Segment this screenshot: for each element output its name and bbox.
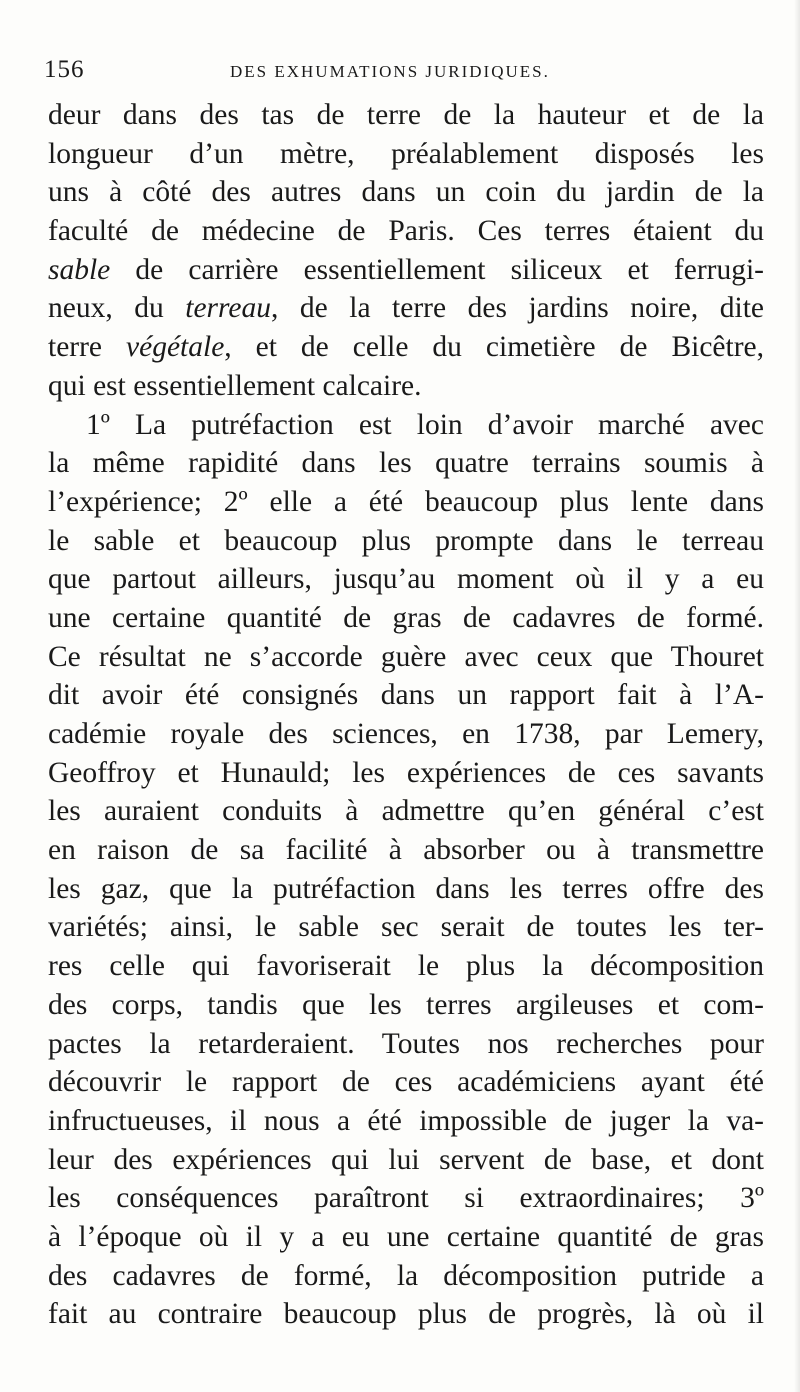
page-number: 156 (44, 56, 85, 83)
text-line (48, 908, 764, 947)
text-segment: la même rapidité dans les quatre terrains soumis à (48, 447, 764, 480)
text-segment: deur dans des tas de terre de la hauteur et de la (48, 99, 764, 131)
running-head (44, 52, 764, 88)
text-segment: variétés; ainsi, le sable sec serait de toutes les ter- (48, 911, 764, 944)
text-segment: des corps, tandis que les terres argileuses et com- (48, 988, 764, 1021)
text-segment: les auraient conduits à admettre qu’en général c’est (48, 795, 764, 828)
text-segment: res celle qui favoriserait le plus la décomposition (48, 950, 764, 983)
text-segment: Geoffroy et Hunauld; les expériences de ces savants (48, 756, 764, 789)
text-segment: neux, du (48, 292, 186, 325)
running-title: DES EXHUMATIONS JURIDIQUES. (230, 62, 550, 81)
text-line (48, 1218, 764, 1257)
text-line (48, 251, 764, 290)
text-segment: de carrière essentiellement siliceux et ferrugi- (110, 253, 764, 286)
text-segment: Ce résultat ne s’accorde guère avec ceux que Thouret (48, 640, 764, 673)
text-line (48, 1295, 764, 1334)
text-line (48, 560, 764, 599)
text-line (48, 831, 764, 870)
text-segment: une certaine quantité de gras de cadavres de formé. (48, 601, 764, 634)
text-line (48, 173, 764, 212)
text-line (48, 483, 764, 522)
text-segment: dit avoir été consignés dans un rapport fait à l’A- (48, 679, 764, 712)
body-text (48, 96, 764, 1334)
text-segment: infructueuses, il nous a été impossible de juger la va- (48, 1104, 764, 1137)
text-line (48, 96, 764, 135)
text-segment: découvrir le rapport de ces académiciens ayant été (48, 1066, 764, 1099)
text-line (48, 367, 764, 406)
text-segment: cadémie royale des sciences, en 1738, par Lemery, (48, 718, 764, 750)
text-line (48, 135, 764, 174)
text-line (48, 1063, 764, 1102)
text-line (48, 638, 764, 677)
text-segment: longueur d’un mètre, préalablement disposés les (48, 137, 764, 170)
text-line (48, 715, 764, 754)
text-segment: des cadavres de formé, la décomposition putride a (48, 1259, 764, 1292)
italic-term: terreau (185, 292, 271, 325)
text-segment: faculté de médecine de Paris. Ces terres étaient du (48, 215, 764, 248)
text-line (48, 1257, 764, 1296)
text-segment: , de la terre des jardins noire, dite (271, 292, 764, 325)
text-segment: à l’époque où il y a eu une certaine quantité de gras (48, 1220, 764, 1253)
scan-edge-shadow (794, 0, 800, 1392)
italic-term: sable (48, 253, 111, 286)
text-line (48, 289, 764, 328)
text-line (48, 676, 764, 715)
text-segment: uns à côté des autres dans un coin du jardin de la (48, 176, 764, 209)
text-line (48, 1025, 764, 1064)
text-segment: le sable et beaucoup plus prompte dans le terreau (48, 524, 764, 557)
text-segment: que partout ailleurs, jusqu’au moment où il y a eu (48, 563, 764, 596)
text-segment: en raison de sa facilité à absorber ou à transmettre (48, 834, 764, 867)
text-line (48, 212, 764, 251)
text-line (48, 986, 764, 1025)
text-line (48, 1102, 764, 1141)
text-line (48, 792, 764, 831)
italic-term: végétale (126, 331, 225, 364)
text-line (48, 328, 764, 367)
text-segment: l’expérience; 2º elle a été beaucoup plus lente dans (48, 485, 764, 518)
text-segment: 1º La putréfaction est loin d’avoir marché avec (86, 408, 764, 441)
text-segment: , et de celle du cimetière de Bicêtre, (224, 331, 764, 364)
text-segment: leur des expériences qui lui servent de base, et dont (48, 1143, 764, 1176)
text-line (48, 754, 764, 793)
text-segment: pactes la retarderaient. Toutes nos recherches pour (48, 1027, 764, 1060)
text-line (48, 444, 764, 483)
text-line (48, 522, 764, 561)
text-segment: terre (48, 331, 127, 364)
text-line (48, 1141, 764, 1180)
text-line (48, 1179, 764, 1218)
text-line (48, 599, 764, 638)
text-segment: les gaz, que la putréfaction dans les terres offre des (48, 872, 764, 905)
text-segment: les conséquences paraîtront si extraordinaires; 3º (48, 1182, 764, 1215)
text-line (48, 870, 764, 909)
text-segment: qui est essentiellement calcaire. (48, 369, 422, 402)
text-segment: fait au contraire beaucoup plus de progrès, là où il (48, 1298, 764, 1331)
text-line (48, 406, 764, 445)
text-line (48, 947, 764, 986)
